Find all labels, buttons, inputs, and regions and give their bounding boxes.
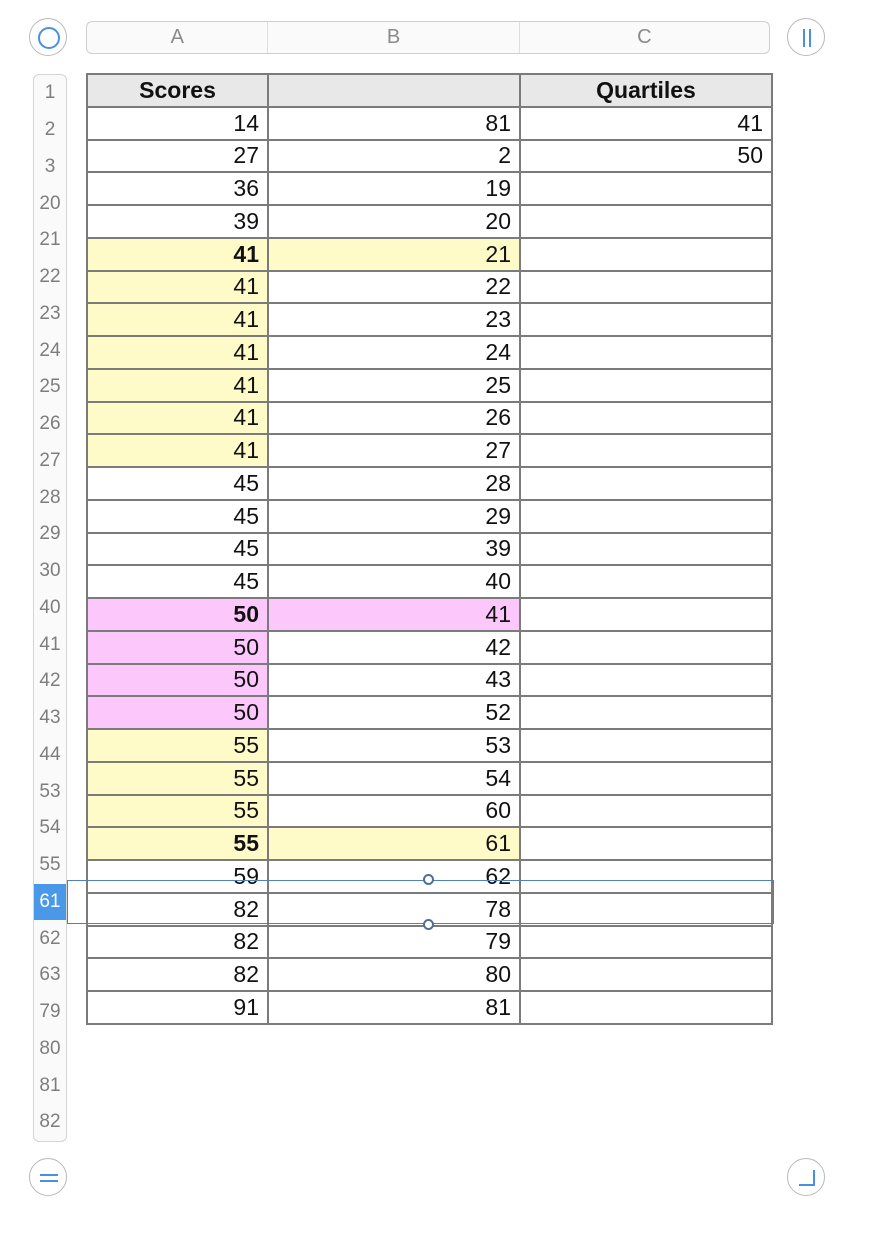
cell-a[interactable]: 50 [87, 598, 268, 631]
row-number[interactable]: 44 [39, 743, 61, 765]
cell-b[interactable]: 26 [268, 402, 520, 435]
cell-b[interactable]: 60 [268, 795, 520, 828]
cell-b[interactable]: 2 [268, 140, 520, 173]
column-header-b[interactable]: B [268, 22, 519, 53]
cell-a[interactable]: 45 [87, 533, 268, 566]
row-number[interactable]: 63 [39, 964, 61, 986]
cell-a[interactable]: 50 [87, 696, 268, 729]
cell-c[interactable] [520, 926, 772, 959]
table-row [87, 598, 772, 631]
column-header-bar [86, 21, 770, 54]
cell-c[interactable] [520, 958, 772, 991]
cell-b[interactable]: 21 [268, 238, 520, 271]
table-row [87, 827, 772, 860]
table-row [87, 696, 772, 729]
row-number[interactable]: 26 [39, 413, 61, 435]
table-row [87, 434, 772, 467]
cell-a[interactable]: 82 [87, 926, 268, 959]
row-number[interactable]: 21 [39, 229, 61, 251]
cell-c[interactable] [520, 402, 772, 435]
column-header-a[interactable]: A [87, 22, 268, 53]
table-row [87, 172, 772, 205]
table-header-row [87, 74, 772, 107]
row-number[interactable]: 80 [39, 1037, 61, 1059]
cell-a[interactable]: 41 [87, 303, 268, 336]
cell-c[interactable] [520, 336, 772, 369]
cell-c[interactable] [520, 762, 772, 795]
cell-a[interactable]: 55 [87, 762, 268, 795]
cell-c[interactable] [520, 533, 772, 566]
cell-b[interactable]: 54 [268, 762, 520, 795]
cell-b[interactable]: 29 [268, 500, 520, 533]
cell-b[interactable]: 28 [268, 467, 520, 500]
cell-a[interactable]: 14 [87, 107, 268, 140]
cell-c[interactable] [520, 303, 772, 336]
selection-handle-top[interactable] [423, 874, 434, 885]
table-row [87, 926, 772, 959]
table-row [87, 140, 772, 173]
cell-a[interactable]: 50 [87, 631, 268, 664]
table-row [87, 238, 772, 271]
table-row [87, 303, 772, 336]
row-number[interactable]: 3 [44, 155, 56, 177]
cell-a[interactable]: 41 [87, 238, 268, 271]
cell-b[interactable]: 80 [268, 958, 520, 991]
cell-a[interactable]: 41 [87, 271, 268, 304]
row-number[interactable]: 43 [39, 707, 61, 729]
row-number[interactable]: 82 [39, 1111, 61, 1133]
row-number[interactable]: 40 [39, 596, 61, 618]
cell-c[interactable] [520, 991, 772, 1024]
cell-a[interactable]: 59 [87, 860, 268, 893]
cell-c[interactable] [520, 172, 772, 205]
table-row [87, 369, 772, 402]
cell-c[interactable]: 41 [520, 107, 772, 140]
cell-a[interactable]: 50 [87, 664, 268, 697]
cell-a[interactable]: 82 [87, 893, 268, 926]
table-row [87, 729, 772, 762]
cell-a[interactable]: 41 [87, 369, 268, 402]
cell-b[interactable]: 39 [268, 533, 520, 566]
cell-c[interactable] [520, 565, 772, 598]
table-resize-icon [788, 1159, 826, 1197]
cell-c[interactable] [520, 467, 772, 500]
table-row [87, 271, 772, 304]
cell-b[interactable]: 43 [268, 664, 520, 697]
row-number[interactable]: 30 [39, 560, 61, 582]
cell-a[interactable]: 45 [87, 500, 268, 533]
cell-c[interactable] [520, 631, 772, 664]
cell-c[interactable] [520, 893, 772, 926]
table-row [87, 533, 772, 566]
cell-c[interactable] [520, 729, 772, 762]
cell-a[interactable]: 55 [87, 795, 268, 828]
cell-a[interactable]: 45 [87, 467, 268, 500]
cell-b[interactable]: 81 [268, 107, 520, 140]
cell-b[interactable]: 23 [268, 303, 520, 336]
cell-b[interactable]: 27 [268, 434, 520, 467]
row-number[interactable]: 81 [39, 1074, 61, 1096]
cell-a[interactable]: 91 [87, 991, 268, 1024]
cell-b[interactable]: 62 [268, 860, 520, 893]
cell-c[interactable] [520, 827, 772, 860]
cell-b[interactable]: 79 [268, 926, 520, 959]
cell-b[interactable]: 81 [268, 991, 520, 1024]
row-number[interactable]: 53 [39, 780, 61, 802]
row-number[interactable]: 41 [39, 633, 61, 655]
selection-handle-bottom[interactable] [423, 919, 434, 930]
table-row [87, 402, 772, 435]
cell-c[interactable] [520, 271, 772, 304]
header-cell-a[interactable]: Scores [87, 74, 268, 107]
header-cell-b[interactable] [268, 74, 520, 107]
cell-b[interactable]: 19 [268, 172, 520, 205]
row-number[interactable]: 23 [39, 302, 61, 324]
cell-b[interactable]: 52 [268, 696, 520, 729]
cell-c[interactable] [520, 664, 772, 697]
table-row [87, 664, 772, 697]
cell-c[interactable] [520, 369, 772, 402]
row-resize-icon [30, 1159, 68, 1197]
cell-b[interactable]: 41 [268, 598, 520, 631]
row-number[interactable]: 25 [39, 376, 61, 398]
cell-b[interactable]: 78 [268, 893, 520, 926]
cell-c[interactable] [520, 696, 772, 729]
table-row [87, 795, 772, 828]
row-number[interactable]: 1 [44, 82, 56, 104]
row-number[interactable]: 62 [39, 927, 61, 949]
table-row [87, 500, 772, 533]
cell-a[interactable]: 41 [87, 402, 268, 435]
row-number[interactable]: 27 [39, 449, 61, 471]
cell-a[interactable]: 39 [87, 205, 268, 238]
cell-a[interactable]: 82 [87, 958, 268, 991]
cell-a[interactable]: 27 [87, 140, 268, 173]
row-number[interactable]: 29 [39, 523, 61, 545]
table-row [87, 958, 772, 991]
row-number[interactable]: 79 [39, 1001, 61, 1023]
cell-c[interactable] [520, 205, 772, 238]
cell-a[interactable]: 55 [87, 729, 268, 762]
row-number[interactable]: 22 [39, 266, 61, 288]
cell-a[interactable]: 55 [87, 827, 268, 860]
row-header-bar [33, 74, 67, 1142]
table-row [87, 205, 772, 238]
table-row [87, 991, 772, 1024]
cell-c[interactable] [520, 795, 772, 828]
cell-b[interactable]: 25 [268, 369, 520, 402]
cell-b[interactable]: 42 [268, 631, 520, 664]
table-row [87, 107, 772, 140]
table-row [87, 762, 772, 795]
cell-c[interactable] [520, 434, 772, 467]
row-number[interactable]: 61 [34, 884, 66, 921]
cell-c[interactable]: 50 [520, 140, 772, 173]
column-header-c[interactable]: C [637, 26, 652, 48]
cell-b[interactable]: 53 [268, 729, 520, 762]
cell-a[interactable]: 41 [87, 336, 268, 369]
cell-b[interactable]: 24 [268, 336, 520, 369]
cell-a[interactable]: 45 [87, 565, 268, 598]
cell-c[interactable] [520, 238, 772, 271]
table-resize-button[interactable] [787, 1158, 825, 1196]
table-row [87, 336, 772, 369]
table-row [87, 467, 772, 500]
row-number[interactable]: 20 [39, 192, 61, 214]
table-row [87, 565, 772, 598]
add-row-button[interactable] [29, 1158, 67, 1196]
row-number[interactable]: 28 [39, 486, 61, 508]
cell-a[interactable]: 41 [87, 434, 268, 467]
cell-b[interactable]: 22 [268, 271, 520, 304]
cell-c[interactable] [520, 598, 772, 631]
cell-b[interactable]: 40 [268, 565, 520, 598]
table-select-button[interactable] [29, 18, 67, 56]
cell-a[interactable]: 36 [87, 172, 268, 205]
circle-select-icon [30, 19, 68, 57]
add-column-button[interactable] [787, 18, 825, 56]
header-cell-c[interactable]: Quartiles [520, 74, 772, 107]
cell-b[interactable]: 20 [268, 205, 520, 238]
row-number[interactable]: 54 [39, 817, 61, 839]
table-row [87, 631, 772, 664]
row-number[interactable]: 2 [44, 119, 56, 141]
cell-c[interactable] [520, 860, 772, 893]
column-resize-icon [788, 19, 826, 57]
row-number[interactable]: 42 [39, 670, 61, 692]
cell-b[interactable]: 61 [268, 827, 520, 860]
row-number[interactable]: 24 [39, 339, 61, 361]
cell-c[interactable] [520, 500, 772, 533]
row-number[interactable]: 55 [39, 854, 61, 876]
